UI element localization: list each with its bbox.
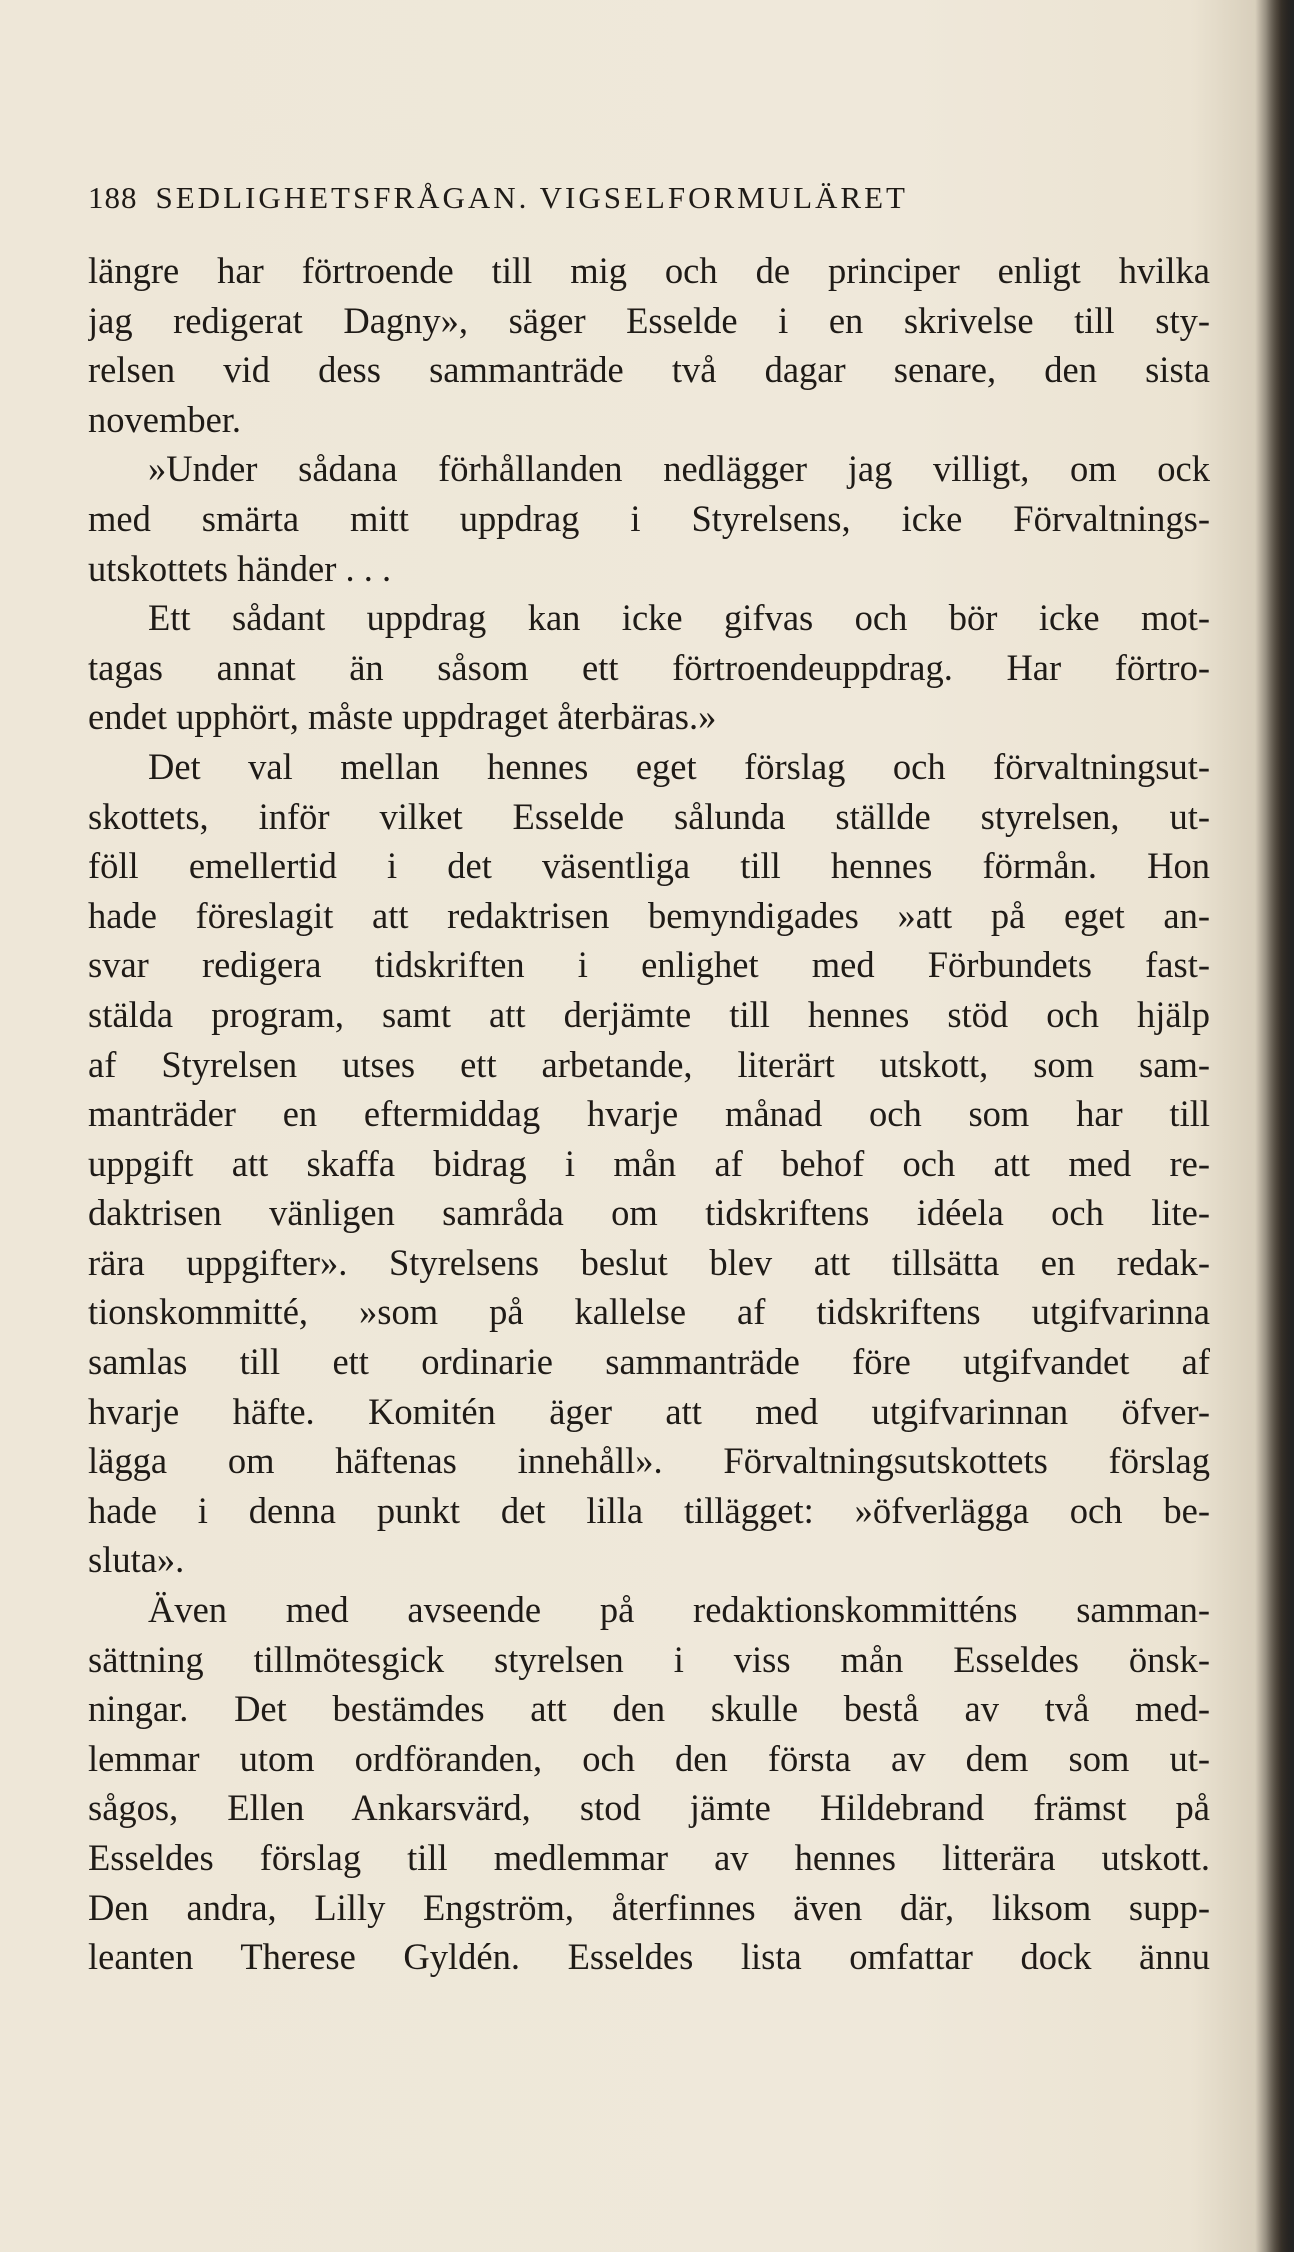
text-line: rära uppgifter». Styrelsens beslut blev att tillsätta en redak- <box>88 1241 1210 1283</box>
text-line: Det val mellan hennes eget förslag och förvaltningsut- <box>148 745 1210 787</box>
text-line: relsen vid dess sammanträde två dagar senare, den sista <box>88 349 1210 391</box>
text-line: Den andra, Lilly Engström, återfinnes även där, liksom supp- <box>88 1886 1210 1928</box>
text-line: november. <box>88 398 242 440</box>
text-line: leanten Therese Gyldén. Esseldes lista omfattar dock ännu <box>88 1936 1210 1978</box>
text-line: föll emellertid i det väsentliga till hennes förmån. Hon <box>88 845 1210 887</box>
running-head <box>88 168 1210 228</box>
text-line: »Under sådana förhållanden nedlägger jag villigt, om ock <box>148 448 1210 490</box>
text-line: lemmar utom ordföranden, och den första av dem som ut- <box>88 1737 1210 1779</box>
text-line: skottets, inför vilket Esselde sålunda ställde styrelsen, ut- <box>88 795 1210 837</box>
page-gutter-shadow <box>1266 0 1294 2252</box>
text-line: utskottets händer . . . <box>88 547 392 589</box>
text-line: sättning tillmötesgick styrelsen i viss mån Esseldes önsk- <box>88 1638 1210 1680</box>
running-head-title: SEDLIGHETSFRÅGAN. VIGSELFORMULÄRET <box>155 180 908 215</box>
text-line: daktrisen vänligen samråda om tidskriftens idéela och lite- <box>88 1192 1210 1234</box>
text-line: hade föreslagit att redaktrisen bemyndigades »att på eget an- <box>88 894 1210 936</box>
text-line: tagas annat än såsom ett förtroendeuppdrag. Har förtro- <box>88 646 1210 688</box>
text-line: jag redigerat Dagny», säger Esselde i en skrivelse till sty- <box>88 299 1210 341</box>
text-line: längre har förtroende till mig och de principer enligt hvilka <box>88 250 1210 291</box>
text-line: ningar. Det bestämdes att den skulle bestå av två med- <box>88 1688 1210 1730</box>
text-block <box>88 168 1210 1982</box>
text-line: endet upphört, måste uppdraget återbäras.» <box>88 696 717 738</box>
text-line: hade i denna punkt det lilla tillägget: »öfverlägga och be- <box>88 1489 1210 1531</box>
text-line: Esseldes förslag till medlemmar av hennes litterära utskott. <box>88 1837 1210 1878</box>
text-line: sluta». <box>88 1539 185 1581</box>
page-number: 188 <box>88 180 138 215</box>
text-line: svar redigera tidskriften i enlighet med Förbundets fast- <box>88 944 1210 986</box>
text-line: tionskommitté, »som på kallelse af tidskriftens utgifvarinna <box>88 1291 1210 1333</box>
text-line: sågos, Ellen Ankarsvärd, stod jämte Hildebrand främst på <box>88 1787 1210 1829</box>
text-line: stälda program, samt att derjämte till hennes stöd och hjälp <box>88 993 1210 1035</box>
text-line: af Styrelsen utses ett arbetande, literärt utskott, som sam- <box>88 1043 1210 1085</box>
text-line: Även med avseende på redaktionskommitténs samman- <box>148 1589 1210 1631</box>
text-line: uppgift att skaffa bidrag i mån af behof och att med re- <box>88 1142 1210 1184</box>
text-line: med smärta mitt uppdrag i Styrelsens, icke Förvaltnings- <box>88 497 1210 539</box>
body-text <box>88 246 1210 1982</box>
text-line: lägga om häftenas innehåll». Förvaltningsutskottets förslag <box>88 1440 1210 1482</box>
text-line: Ett sådant uppdrag kan icke gifvas och bör icke mot- <box>148 597 1210 639</box>
text-line: hvarje häfte. Komitén äger att med utgifvarinnan öfver- <box>88 1390 1210 1432</box>
text-line: manträder en eftermiddag hvarje månad och som har till <box>88 1093 1210 1135</box>
text-line: samlas till ett ordinarie sammanträde före utgifvandet af <box>88 1341 1210 1383</box>
